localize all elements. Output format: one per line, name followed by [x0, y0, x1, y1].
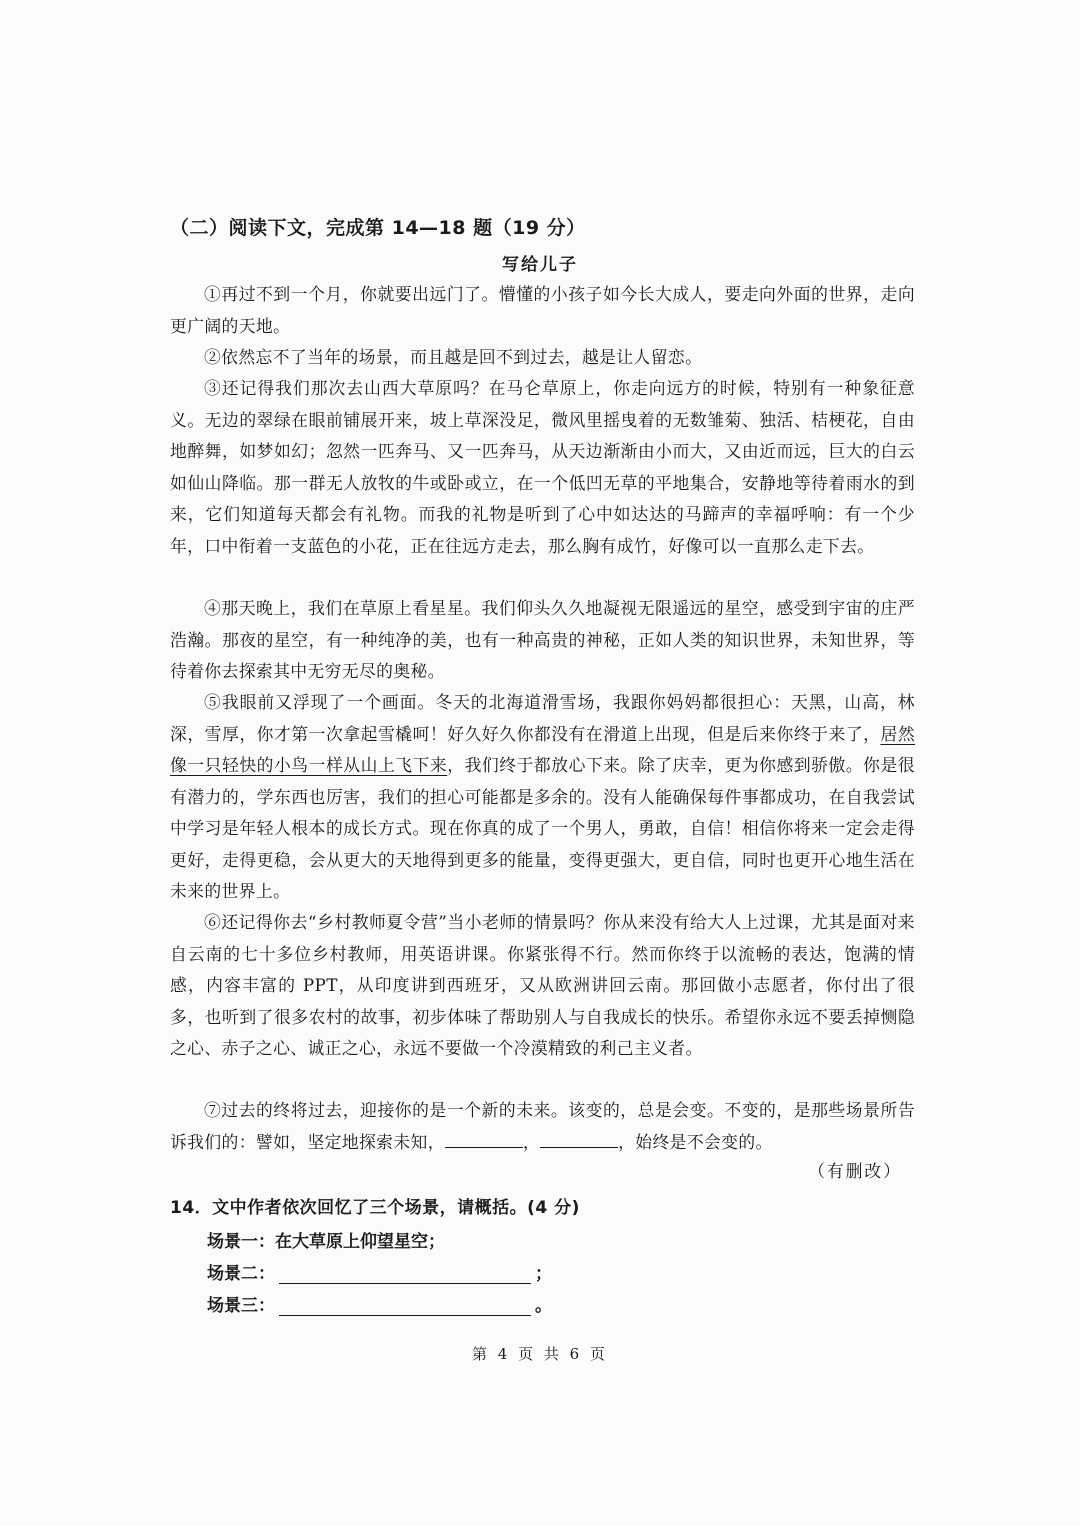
paragraph-5-text-a: ⑤我眼前又浮现了一个画面。冬天的北海道滑雪场，我跟你妈妈都很担心：天黑，山高，林深，雪厚，你才第一次拿起雪橇呵！好久好久你都没有在滑道上出现，但是后来你终于来了，: [170, 692, 915, 744]
source-note: （有删改）: [808, 1161, 902, 1181]
paragraph-4: ④那天晚上，我们在草原上看星星。我们仰头久久地凝视无限遥远的星空，感受到宇宙的庄严浩瀚。那夜的星空，有一种纯净的美，也有一种高贵的神秘，正如人类的知识世界，未知世界，等待着你去探索其中无穷无尽的奥秘。: [170, 598, 915, 681]
paragraph-7-text-b: ，始终是不会变的。: [618, 1131, 773, 1152]
scene-3-answer-line[interactable]: [279, 1295, 531, 1316]
fill-blank-1[interactable]: [445, 1129, 523, 1148]
paragraph-3: ③还记得我们那次去山西大草原吗？在马仑草原上，你走向远方的时候，特别有一种象征意义。无边的翠绿在眼前铺展开来，坡上草深没足，微风里摇曳着的无数雏菊、独活、桔梗花，自由地醉舞，如梦如幻；忽然一匹奔马、又一匹奔马，从天边渐渐由小而大，又由近而远，巨大的白云如仙山降临。那一群无人放牧的牛或卧或立，在一个低凹无草的平地集合，安静地等待着雨水的到来，它们知道每天都会有礼物。而我的礼物是听到了心中如达达的马蹄声的幸福呼响：有一个少年，口中衔着一支蓝色的小花，正在往远方走去，那么胸有成竹，好像可以一直那么走下去。: [170, 378, 915, 556]
paragraph-7-text-a: ⑦过去的终将过去，迎接你的是一个新的未来。该变的，总是会变。不变的，是那些场景所告诉我们的：譬如，坚定地探索未知，: [170, 1100, 915, 1152]
paragraph-1: ①再过不到一个月，你就要出远门了。懵懂的小孩子如今长大成人，要走向外面的世界，走向更广阔的天地。: [170, 284, 915, 336]
paragraph-5-text-b: ，我们终于都放心下来。除了庆幸，更为你感到骄傲。你是很有潜力的，学东西也厉害，我们的担心可能都是多余的。没有人能确保每件事都成功，在自我尝试中学习是年轻人根本的成长方式。现在你真的成了一个男人，勇敢，自信！相信你将来一定会走得更好，走得更稳，会从更大的天地得到更多的能量，变得更强大，更自信，同时也更开心地生活在未来的世界上。: [170, 755, 915, 901]
paragraph-7-separator: ，: [522, 1131, 541, 1152]
section-heading: （二）阅读下文，完成第 14—18 题（19 分）: [170, 217, 586, 239]
scene-2-answer-line[interactable]: [279, 1263, 531, 1284]
article-title: 写给儿子: [502, 255, 578, 275]
fill-blank-2[interactable]: [540, 1129, 618, 1148]
scene-2-label: 场景二：: [207, 1264, 275, 1284]
question-14-prompt: 14．文中作者依次回忆了三个场景，请概括。(4 分): [170, 1198, 580, 1218]
paragraph-6: ⑥还记得你去“乡村教师夏令营”当小老师的情景吗？你从来没有给大人上过课，尤其是面对来自云南的七十多位乡村教师，用英语讲课。你紧张得不行。然而你终于以流畅的表达，饱满的情感，内容丰富的 PPT，从印度讲到西班牙，又从欧洲讲回云南。那回做小志愿者，你付出了很多，也听到了很多农村的故事，初步体味了帮助别人与自我成长的快乐。希望你永远不要丢掉恻隐之心、赤子之心、诚正之心，永远不要做一个冷漠精致的利己主义者。: [170, 912, 915, 1058]
underlined-sentence: 居然像一只轻快的小鸟一样从山上飞下来: [170, 723, 915, 775]
paragraph-2: ②依然忘不了当年的场景，而且越是回不到过去，越是让人留恋。: [204, 347, 703, 367]
paragraph-5: [170, 687, 915, 908]
scene-2-answer: [207, 1259, 552, 1284]
scene-2-end: ；: [535, 1264, 552, 1284]
paragraph-7: [170, 1095, 915, 1158]
scene-3-end: 。: [535, 1296, 552, 1316]
scene-1-answer: [207, 1227, 445, 1252]
scene-3-answer: [207, 1291, 552, 1316]
scene-3-label: 场景三：: [207, 1296, 275, 1316]
scene-1-text: 场景一：在大草原上仰望星空；: [207, 1232, 445, 1252]
page-footer: 第 4 页 共 6 页: [472, 1345, 608, 1363]
